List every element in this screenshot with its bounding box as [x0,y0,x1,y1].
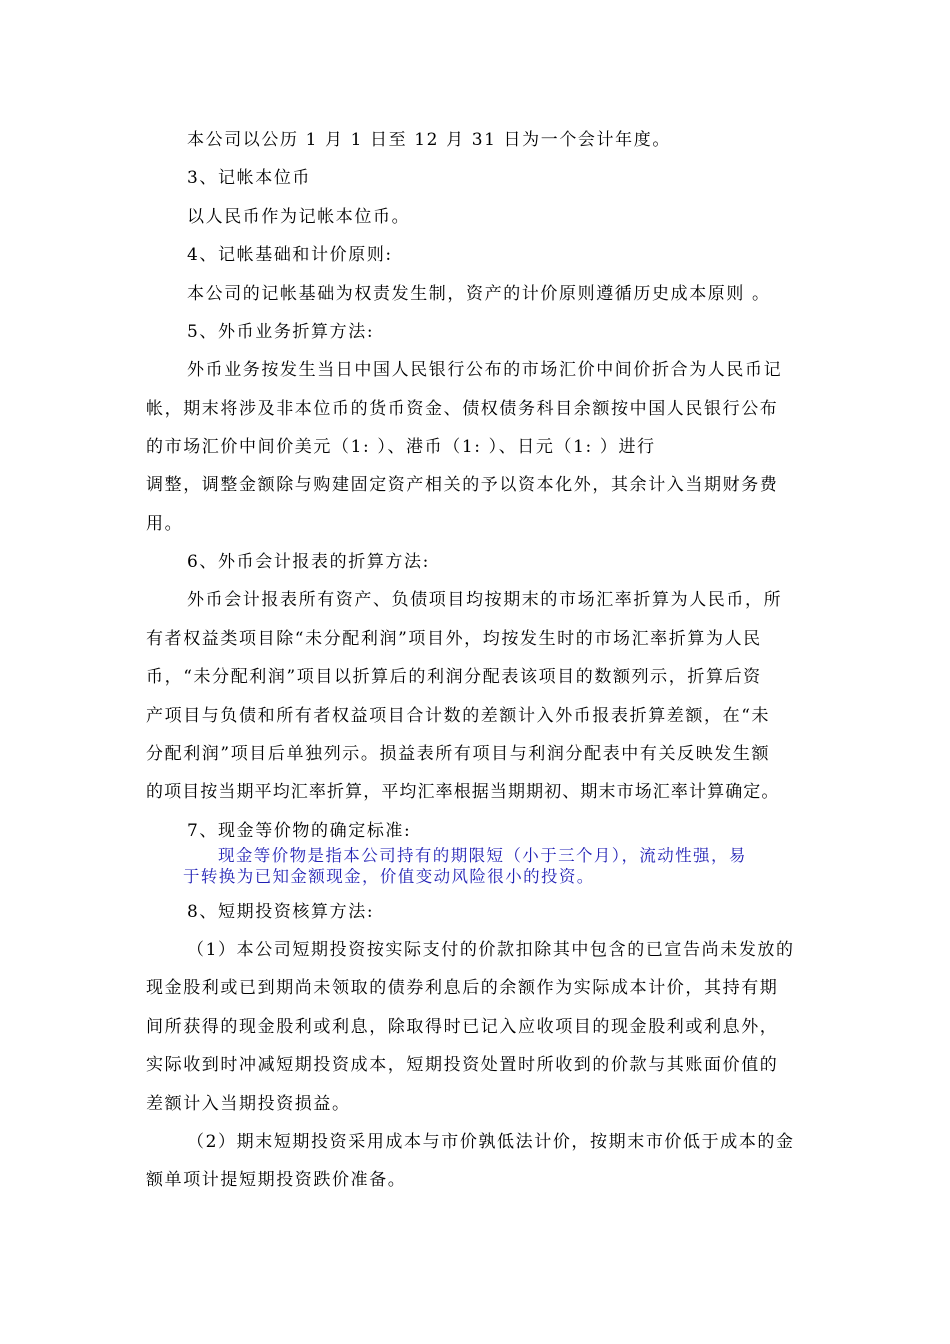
fiscal-year-text: 本公司以公历 1 月 1 日至 12 月 31 日为一个会计年度。 [187,130,671,150]
heading-6-statement-translation: 6、外币会计报表的折算方法: [187,552,430,572]
paragraph-8-1-line-1: （1）本公司短期投资按实际支付的价款扣除其中包含的已宣告尚未发放的 [187,940,795,960]
paragraph-6-line-4: 产项目与负债和所有者权益项目合计数的差额计入外币报表折算差额，在“未 [146,706,771,726]
heading-3-bookkeeping-currency: 3、记帐本位币 [187,168,312,188]
paragraph-5-line-4: 调整，调整金额除与购建固定资产相关的予以资本化外，其余计入当期财务费 [146,475,779,495]
paragraph-5-line-1: 外币业务按发生当日中国人民银行公布的市场汇价中间价折合为人民币记 [187,360,783,380]
paragraph-6-line-3: 币，“未分配利润”项目以折算后的利润分配表该项目的数额列示，折算后资 [146,667,762,687]
heading-7-cash-equivalents: 7、现金等价物的确定标准: [187,821,412,841]
paragraph-6-line-1: 外币会计报表所有资产、负债项目均按期末的市场汇率折算为人民币，所 [187,590,783,610]
paragraph-5-line-3: 的市场汇价中间价美元（1: ）、港币（1: ）、日元（1: ）进行 [146,437,656,457]
heading-4-accounting-basis: 4、记帐基础和计价原则: [187,245,393,265]
paragraph-8-2-line-2: 额单项计提短期投资跌价准备。 [146,1170,407,1190]
heading-5-foreign-currency-translation: 5、外币业务折算方法: [187,322,375,342]
paragraph-5-line-5: 用。 [146,514,184,534]
accounting-basis-text: 本公司的记帐基础为权责发生制，资产的计价原则遵循历史成本原则 。 [187,284,771,304]
paragraph-8-1-line-4: 实际收到时冲减短期投资成本，短期投资处置时所收到的价款与其账面价值的 [146,1055,779,1075]
paragraph-6-line-2: 有者权益类项目除“未分配利润”项目外，均按发生时的市场汇率折算为人民 [146,629,762,649]
paragraph-8-2-line-1: （2）期末短期投资采用成本与市价孰低法计价，按期末市价低于成本的金 [187,1132,795,1152]
cash-equivalents-line-1: 现金等价物是指本公司持有的期限短（小于三个月），流动性强，易 [218,846,747,865]
cash-equivalents-line-2: 于转换为已知金额现金，价值变动风险很小的投资。 [183,867,595,886]
paragraph-6-line-5: 分配利润”项目后单独列示。损益表所有项目与利润分配表中有关反映发生额 [146,744,771,764]
paragraph-5-line-2: 帐，期末将涉及非本位币的货币资金、债权债务科目余额按中国人民银行公布 [146,399,779,419]
paragraph-6-line-6: 的项目按当期平均汇率折算，平均汇率根据当期期初、期末市场汇率计算确定。 [146,782,780,802]
paragraph-8-1-line-5: 差额计入当期投资损益。 [146,1094,351,1114]
paragraph-8-1-line-3: 间所获得的现金股利或利息，除取得时已记入应收项目的现金股利或利息外， [146,1017,779,1037]
heading-8-short-term-investment: 8、短期投资核算方法: [187,902,375,922]
bookkeeping-currency-text: 以人民币作为记帐本位币。 [187,207,411,227]
paragraph-8-1-line-2: 现金股利或已到期尚未领取的债券利息后的余额作为实际成本计价，其持有期 [146,978,779,998]
